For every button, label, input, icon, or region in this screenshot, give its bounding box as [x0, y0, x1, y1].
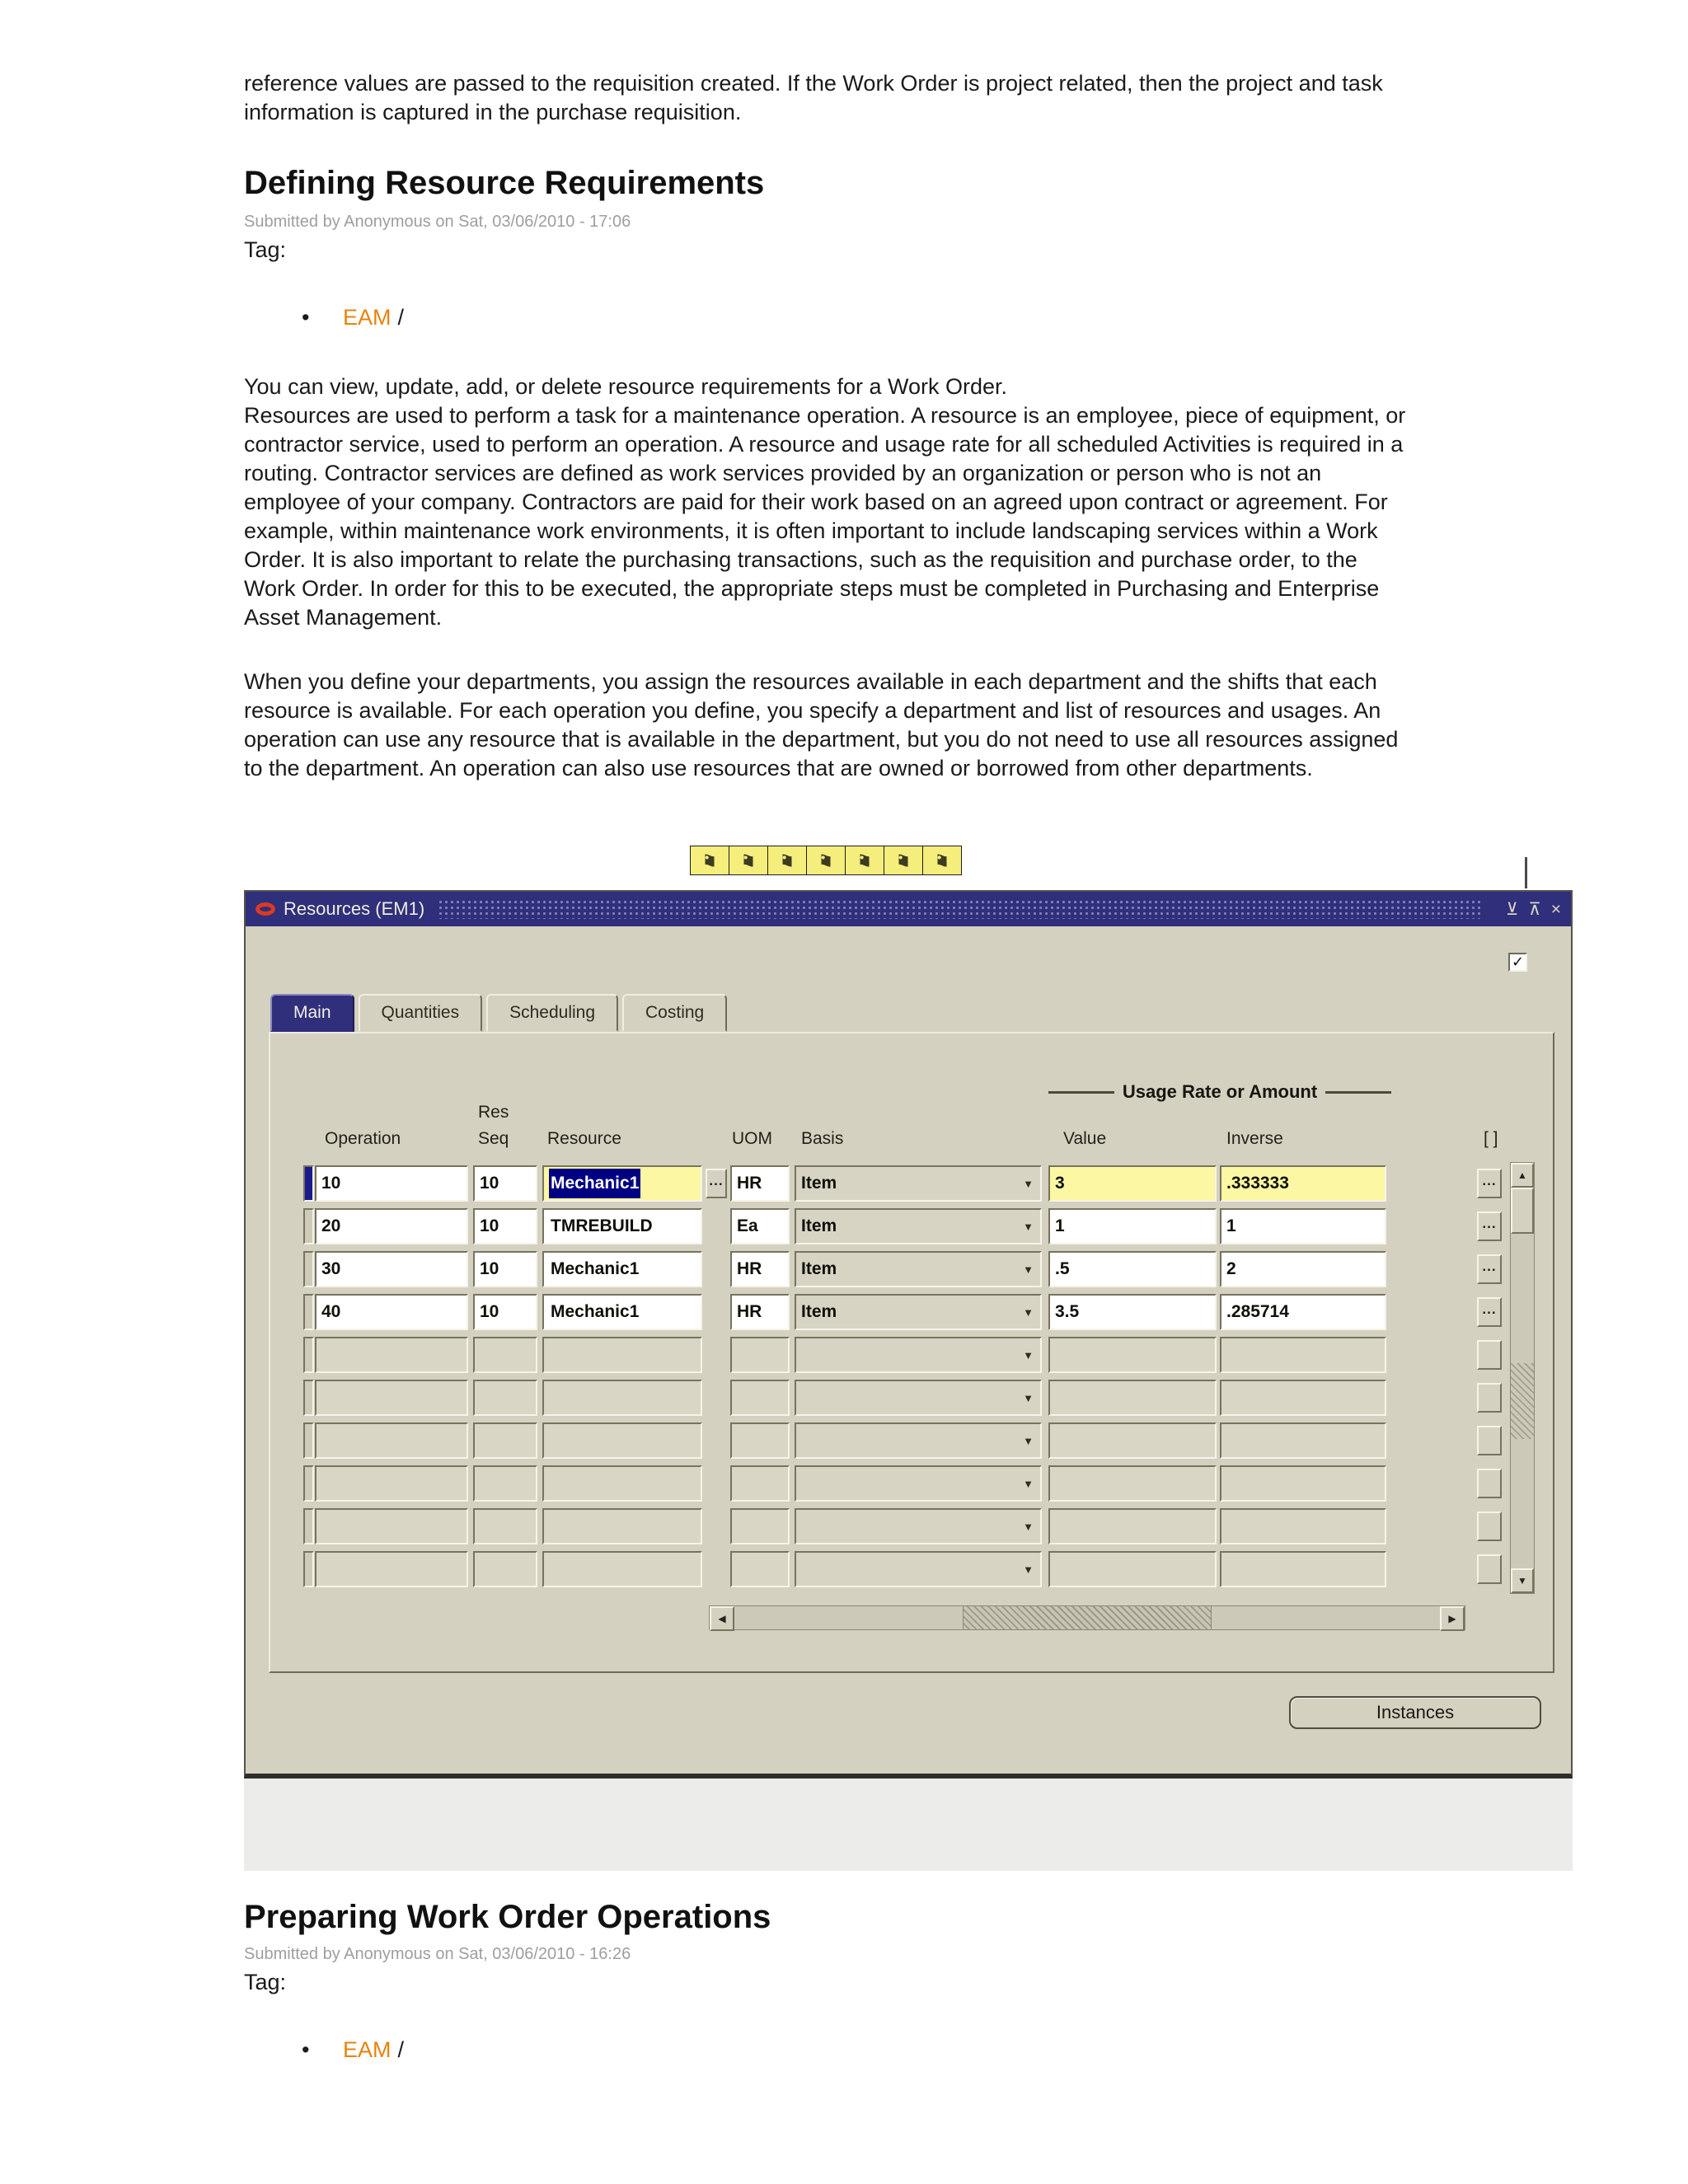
- record-indicator: [303, 1165, 314, 1202]
- dropdown-arrow-icon[interactable]: ▼: [1023, 1263, 1034, 1276]
- operation-field[interactable]: [315, 1551, 468, 1587]
- res-seq-field[interactable]: [473, 1465, 537, 1502]
- tab-quantities[interactable]: Quantities: [359, 994, 483, 1032]
- inverse-field[interactable]: 2: [1220, 1251, 1386, 1287]
- frame-line: [1048, 1091, 1114, 1094]
- attachment-icon[interactable]: [767, 846, 807, 875]
- resource-field[interactable]: [542, 1508, 702, 1544]
- uom-field[interactable]: HR: [730, 1294, 790, 1330]
- table-row: [270, 1333, 1536, 1376]
- inverse-field[interactable]: [1220, 1337, 1386, 1373]
- scroll-down-icon[interactable]: ▼: [1511, 1568, 1534, 1593]
- record-indicator: [303, 1294, 314, 1330]
- operation-field[interactable]: [315, 1508, 468, 1544]
- submitted-meta: Submitted by Anonymous on Sat, 03/06/2010 - 16:26: [244, 1945, 631, 1963]
- value-field[interactable]: 1: [1048, 1208, 1217, 1244]
- window-body: [246, 926, 1571, 1770]
- resource-field[interactable]: Mechanic1: [542, 1294, 702, 1330]
- value-field[interactable]: [1048, 1422, 1217, 1459]
- header-basis: Basis: [801, 1129, 844, 1148]
- basis-select[interactable]: [795, 1465, 1042, 1502]
- resource-field[interactable]: [542, 1337, 702, 1373]
- dropdown-arrow-icon[interactable]: ▼: [1023, 1391, 1034, 1404]
- uom-field[interactable]: [730, 1422, 790, 1459]
- tab-scheduling[interactable]: Scheduling: [486, 994, 618, 1032]
- maximize-window-icon[interactable]: ⊼: [1528, 899, 1541, 919]
- res-seq-field[interactable]: [473, 1337, 537, 1373]
- table-row: [270, 1376, 1536, 1419]
- attachment-icon[interactable]: [806, 846, 846, 875]
- operation-field[interactable]: [315, 1337, 468, 1373]
- basis-value: Item: [801, 1216, 837, 1235]
- eam-tag-link[interactable]: EAM: [343, 305, 392, 330]
- window-titlebar[interactable]: [246, 892, 1571, 926]
- value-field[interactable]: [1048, 1337, 1217, 1373]
- bullet-icon: •: [302, 2037, 310, 2062]
- record-indicator: [303, 1422, 314, 1459]
- value-field[interactable]: 3: [1048, 1165, 1217, 1202]
- scroll-up-icon[interactable]: ▲: [1511, 1163, 1534, 1188]
- header-inverse: Inverse: [1226, 1129, 1283, 1148]
- uom-field[interactable]: [730, 1380, 790, 1416]
- row-more-button[interactable]: ...: [1477, 1212, 1502, 1241]
- inverse-field[interactable]: .285714: [1220, 1294, 1386, 1330]
- paragraph-text: Resources are used to perform a task for a maintenance operation. A resource is an employee, piece of equipment, or contractor service, used to perform an operation. A resource and usage rate for all scheduled Activities is required in a routing. Contractor services are defined as work services provided by an organization or person who is not an employee of your company. Contractors are paid for their work based on an agreed upon contract or agreement. For example, within maintenance work environments, it is often important to include landscaping services within a Work Order. It is also important to relate the purchasing transactions, such as the requisition and purchase order, to the Work Order. In order for this to be executed, the appropriate steps must be completed in Purchasing and Enterprise Asset Management.: [244, 403, 1406, 630]
- uom-field[interactable]: HR: [730, 1165, 790, 1202]
- table-row: [270, 1505, 1536, 1548]
- res-seq-field[interactable]: [473, 1551, 537, 1587]
- scroll-right-icon[interactable]: ▶: [1440, 1606, 1465, 1631]
- dropdown-arrow-icon[interactable]: ▼: [1023, 1563, 1034, 1576]
- vertical-scroll-track[interactable]: [1511, 1234, 1534, 1363]
- dropdown-arrow-icon[interactable]: ▼: [1023, 1477, 1034, 1490]
- top-right-checkbox[interactable]: ✓: [1508, 953, 1527, 972]
- horizontal-scroll-track[interactable]: [1212, 1606, 1440, 1629]
- operation-field[interactable]: [315, 1465, 468, 1502]
- resource-field[interactable]: TMREBUILD: [542, 1208, 702, 1244]
- vertical-scroll-track[interactable]: [1511, 1439, 1534, 1568]
- frame-line: [1325, 1091, 1391, 1094]
- uom-field[interactable]: Ea: [730, 1208, 790, 1244]
- bullet-icon: •: [302, 305, 310, 330]
- row-more-button[interactable]: [1477, 1469, 1502, 1498]
- paragraph-line: You can view, update, add, or delete resource requirements for a Work Order.: [244, 374, 1008, 399]
- uom-field[interactable]: HR: [730, 1251, 790, 1287]
- header-resource: Resource: [547, 1129, 621, 1148]
- uom-field[interactable]: [730, 1465, 790, 1502]
- resource-grid-rows: [270, 1162, 1536, 1591]
- resource-field[interactable]: Mechanic1: [542, 1165, 702, 1202]
- horizontal-scroll-thumb[interactable]: [963, 1606, 1212, 1629]
- resources-window: [244, 890, 1573, 1779]
- table-row: [270, 1419, 1536, 1462]
- titlebar-pattern: [438, 899, 1483, 919]
- section-title-defining-resource-requirements: Defining Resource Requirements: [244, 165, 765, 201]
- attachment-icon[interactable]: [845, 846, 884, 875]
- attachment-icon[interactable]: [729, 846, 768, 875]
- dropdown-arrow-icon[interactable]: ▼: [1023, 1348, 1034, 1361]
- attachments-toolbar: [691, 846, 962, 875]
- tag-label: Tag:: [244, 1970, 287, 1994]
- table-row: [270, 1162, 1536, 1205]
- res-seq-field[interactable]: 10: [473, 1165, 537, 1202]
- oracle-logo-icon: [256, 902, 275, 916]
- inverse-field[interactable]: [1220, 1465, 1386, 1502]
- header-brackets: [ ]: [1484, 1129, 1498, 1148]
- vertical-scroll-hatch[interactable]: [1511, 1363, 1534, 1439]
- header-uom: UOM: [732, 1129, 772, 1148]
- basis-value: Item: [801, 1174, 837, 1193]
- attachment-icon[interactable]: [922, 846, 962, 875]
- row-more-button[interactable]: [1477, 1340, 1502, 1370]
- tag-list-item: [302, 2037, 404, 2063]
- header-seq: Seq: [478, 1129, 509, 1148]
- eam-tag-link[interactable]: EAM: [343, 2037, 392, 2062]
- res-seq-field[interactable]: [473, 1508, 537, 1544]
- tab-costing[interactable]: Costing: [622, 994, 727, 1032]
- res-seq-field[interactable]: 10: [473, 1294, 537, 1330]
- header-value: Value: [1063, 1129, 1107, 1148]
- record-indicator: [303, 1208, 314, 1244]
- inverse-field[interactable]: 1: [1220, 1208, 1386, 1244]
- record-indicator: [303, 1465, 314, 1502]
- operation-field[interactable]: [315, 1380, 468, 1416]
- basis-select[interactable]: [795, 1251, 1042, 1287]
- row-more-button[interactable]: [1477, 1511, 1502, 1541]
- tab-bar: [270, 994, 727, 1032]
- basis-select[interactable]: [795, 1208, 1042, 1244]
- tag-separator: /: [397, 305, 405, 330]
- restore-window-icon[interactable]: ⊻: [1505, 899, 1519, 919]
- window-title: Resources (EM1): [284, 898, 425, 919]
- record-indicator: [303, 1380, 314, 1416]
- basis-value: Item: [801, 1302, 837, 1321]
- res-seq-field[interactable]: 10: [473, 1251, 537, 1287]
- main-tab-panel: [269, 1032, 1554, 1673]
- dropdown-arrow-icon[interactable]: ▼: [1023, 1305, 1034, 1319]
- table-row: [270, 1205, 1536, 1248]
- dropdown-arrow-icon[interactable]: ▼: [1023, 1220, 1034, 1233]
- body-paragraph-2: When you define your departments, you assign the resources available in each department and the shifts that each resource is available. For each operation you define, you specify a department and list of resources and usages. An operation can use any resource that is available in the department, but you do not need to use all resources assigned to the department. An operation can also use resources that are owned or borrowed from other departments.: [244, 669, 1399, 780]
- inverse-field[interactable]: .333333: [1220, 1165, 1386, 1202]
- header-res: Res: [478, 1103, 509, 1122]
- row-more-button[interactable]: ...: [1477, 1254, 1502, 1284]
- basis-select[interactable]: [795, 1422, 1042, 1459]
- submitted-meta: Submitted by Anonymous on Sat, 03/06/2010 - 17:06: [244, 213, 631, 231]
- inverse-field[interactable]: [1220, 1508, 1386, 1544]
- value-field[interactable]: [1048, 1508, 1217, 1544]
- screenshot-backdrop: [244, 1779, 1573, 1871]
- header-operation: Operation: [325, 1129, 401, 1148]
- row-more-button[interactable]: [1477, 1554, 1502, 1584]
- close-window-icon[interactable]: ×: [1550, 899, 1561, 919]
- record-indicator: [303, 1508, 314, 1544]
- attachment-icon[interactable]: [690, 846, 729, 875]
- table-row: [270, 1291, 1536, 1333]
- resource-field[interactable]: [542, 1380, 702, 1416]
- basis-select[interactable]: [795, 1294, 1042, 1330]
- record-indicator: [303, 1551, 314, 1587]
- attachment-icon[interactable]: [884, 846, 923, 875]
- inverse-field[interactable]: [1220, 1422, 1386, 1459]
- basis-value: Item: [801, 1259, 837, 1278]
- dropdown-arrow-icon[interactable]: ▼: [1023, 1177, 1034, 1190]
- scroll-left-icon[interactable]: ◀: [710, 1606, 734, 1631]
- resource-field[interactable]: [542, 1551, 702, 1587]
- tag-label: Tag:: [244, 237, 287, 262]
- operation-field[interactable]: 40: [315, 1294, 468, 1330]
- dropdown-arrow-icon[interactable]: ▼: [1023, 1434, 1034, 1447]
- cursor-artifact: [1525, 857, 1527, 888]
- dropdown-arrow-icon[interactable]: ▼: [1023, 1520, 1034, 1533]
- uom-field[interactable]: [730, 1508, 790, 1544]
- usage-rate-group-frame: [1048, 1081, 1391, 1103]
- horizontal-scroll-track[interactable]: [734, 1606, 963, 1629]
- operation-field[interactable]: [315, 1422, 468, 1459]
- horizontal-scrollbar[interactable]: [709, 1605, 1465, 1630]
- row-more-button[interactable]: [1477, 1426, 1502, 1455]
- value-field[interactable]: [1048, 1380, 1217, 1416]
- value-field[interactable]: .5: [1048, 1251, 1217, 1287]
- inverse-field[interactable]: [1220, 1551, 1386, 1587]
- uom-field[interactable]: [730, 1337, 790, 1373]
- usage-rate-group-label: Usage Rate or Amount: [1122, 1081, 1318, 1102]
- row-more-button[interactable]: ...: [1477, 1169, 1502, 1198]
- inverse-field[interactable]: [1220, 1380, 1386, 1416]
- table-row: [270, 1248, 1536, 1291]
- value-field[interactable]: 3.5: [1048, 1294, 1217, 1330]
- record-indicator: [303, 1251, 314, 1287]
- resource-field[interactable]: [542, 1422, 702, 1459]
- tag-list-item: [302, 305, 404, 330]
- basis-select[interactable]: [795, 1551, 1042, 1587]
- table-row: [270, 1462, 1536, 1505]
- basis-select[interactable]: [795, 1165, 1042, 1202]
- operation-field[interactable]: 20: [315, 1208, 468, 1244]
- record-indicator: [303, 1337, 314, 1373]
- resource-field[interactable]: [542, 1465, 702, 1502]
- row-more-button[interactable]: [1477, 1383, 1502, 1413]
- basis-select[interactable]: [795, 1337, 1042, 1373]
- tab-main[interactable]: Main: [270, 994, 354, 1032]
- value-field[interactable]: [1048, 1465, 1217, 1502]
- body-paragraph-1: [244, 373, 1414, 632]
- instances-button[interactable]: Instances: [1289, 1696, 1541, 1729]
- basis-select[interactable]: [795, 1380, 1042, 1416]
- res-seq-field[interactable]: [473, 1422, 537, 1459]
- vertical-scroll-thumb[interactable]: [1511, 1188, 1534, 1234]
- tag-separator: /: [397, 2037, 405, 2062]
- value-field[interactable]: [1048, 1551, 1217, 1587]
- row-more-button[interactable]: ...: [1477, 1297, 1502, 1327]
- table-row: [270, 1548, 1536, 1591]
- uom-field[interactable]: [730, 1551, 790, 1587]
- operation-field[interactable]: 10: [315, 1165, 468, 1202]
- resource-lov-button[interactable]: ...: [706, 1169, 727, 1198]
- res-seq-field[interactable]: [473, 1380, 537, 1416]
- basis-select[interactable]: [795, 1508, 1042, 1544]
- vertical-scrollbar[interactable]: [1510, 1162, 1535, 1594]
- section-title-preparing-work-order-operations: Preparing Work Order Operations: [244, 1899, 771, 1935]
- intro-paragraph: reference values are passed to the requisition created. If the Work Order is project related, then the project and task information is captured in the purchase requisition.: [244, 71, 1383, 124]
- res-seq-field[interactable]: 10: [473, 1208, 537, 1244]
- resource-field[interactable]: Mechanic1: [542, 1251, 702, 1287]
- operation-field[interactable]: 30: [315, 1251, 468, 1287]
